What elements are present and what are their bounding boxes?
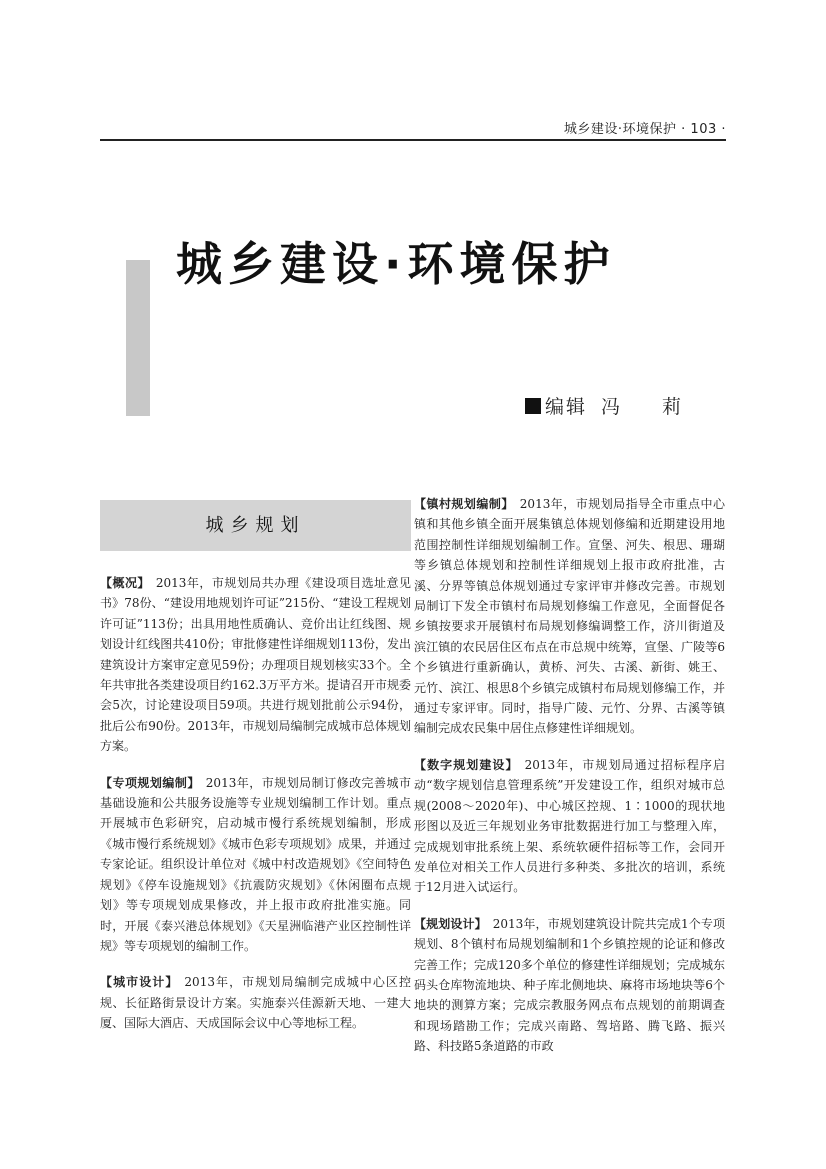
paragraph-tag: 【规划设计】: [414, 916, 487, 931]
chapter-title: 城乡建设·环境保护: [176, 237, 616, 291]
paragraph-tag: 【专项规划编制】: [100, 775, 200, 790]
paragraph-overview: [100, 573, 411, 757]
paragraph-text: 2013年，市规划局共办理《建设项目选址意见书》78份、“建设用地规划许可证”215份、“建设工程规划许可证”113份；出具用地性质确认、竞价出让红线图、规划设计红线图共410份；审批修建性详细规划113份，发出建筑设计方案审定意见59份；办理项目规划核实33个。全年共审批各类建设项目约162.3万平方米。提请召开市规委会5次，讨论建设项目59项。共进行规划批前公示94份，批后公布90份。2013年，市规划局编制完成城市总体规划方案。: [100, 576, 411, 754]
paragraph-planning-design: [414, 914, 725, 1057]
editor-name: 冯 莉: [601, 396, 700, 418]
black-square-icon: [525, 398, 541, 414]
editor-credit: [525, 392, 699, 419]
paragraph-tag: 【城市设计】: [100, 975, 179, 990]
left-column: [100, 573, 411, 1050]
paragraph-tag: 【数字规划建设】: [414, 757, 519, 772]
paragraph-tag: 【镇村规划编制】: [414, 497, 514, 511]
paragraph-digital-planning: [414, 755, 725, 898]
paragraph-special-planning: [100, 773, 411, 957]
decorative-side-bar: [126, 260, 150, 416]
running-header: 城乡建设·环境保护 · 103 ·: [563, 122, 726, 137]
right-column: [414, 494, 725, 1073]
paragraph-text: 2013年，市规划局制订修改完善城市基础设施和公共服务设施等专业规划编制工作计划。重点开展城市色彩研究，启动城市慢行系统规划编制，形成《城市慢行系统规划》《城市色彩专项规划》成果，并通过专家论证。组织设计单位对《城中村改造规划》《空间特色规划》《停车设施规划》《抗震防灾规划》《休闲圈布点规划》等专项规划成果修改，并上报市政府批准实施。同时，开展《泰兴港总体规划》《天星洲临港产业区控制性详规》等专项规划的编制工作。: [100, 775, 411, 953]
paragraph-town-village-planning: [414, 494, 725, 739]
paragraph-text: 2013年，市规划局通过招标程序启动“数字规划信息管理系统”开发建设工作，组织对城市总规(2008～2020年)、中心城区控规、1∶1000的现状地形图以及近三年规划业务审批数据进行加工与整理入库，完成规划审批系统上架、系统软硬件招标等工作，会同开发单位对相关工作人员进行多种类、多批次的培训，系统于12月进入试运行。: [414, 757, 725, 895]
paragraph-urban-design: [100, 972, 411, 1033]
editor-label: 编辑: [545, 396, 588, 418]
paragraph-text: 2013年，市规划局指导全市重点中心镇和其他乡镇全面开展集镇总体规划修编和近期建设用地范围控制性详细规划编制工作。宣堡、河失、根思、珊瑚等乡镇总体规划和控制性详细规划上报市政府批准，古溪、分界等镇总体规划通过专家评审并修改完善。市规划局制订下发全市镇村布局规划修编工作意见，全面督促各乡镇按要求开展镇村布局规划修编调整工作，济川街道及滨江镇的农民居住区布点在市总规中统筹，宣堡、广陵等6个乡镇进行重新确认，黄桥、河失、古溪、新街、姚王、元竹、滨江、根思8个乡镇完成镇村布局规划修编工作，并通过专家评审。同时，指导广陵、元竹、分界、古溪等镇编制完成农民集中居住点修建性详细规划。: [414, 497, 725, 736]
paragraph-text: 2013年，市规划建筑设计院共完成1个专项规划、8个镇村布局规划编制和1个乡镇控规的论证和修改完善工作；完成120多个单位的修建性详细规划；完成城东码头仓库物流地块、种子库北侧地块、麻将市场地块等6个地块的测算方案；完成宗教服务网点布点规划的前期调查和现场踏勘工作；完成兴南路、驾培路、腾飞路、振兴路、科技路5条道路的市政: [414, 916, 725, 1054]
section-heading: 城乡规划: [100, 500, 411, 551]
paragraph-text: 2013年，市规划局编制完成城中心区控规、长征路街景设计方案。实施泰兴佳源新天地、一建大厦、国际大酒店、天成国际会议中心等地标工程。: [100, 975, 411, 1031]
header-rule: [100, 139, 726, 141]
paragraph-tag: 【概况】: [100, 576, 150, 590]
